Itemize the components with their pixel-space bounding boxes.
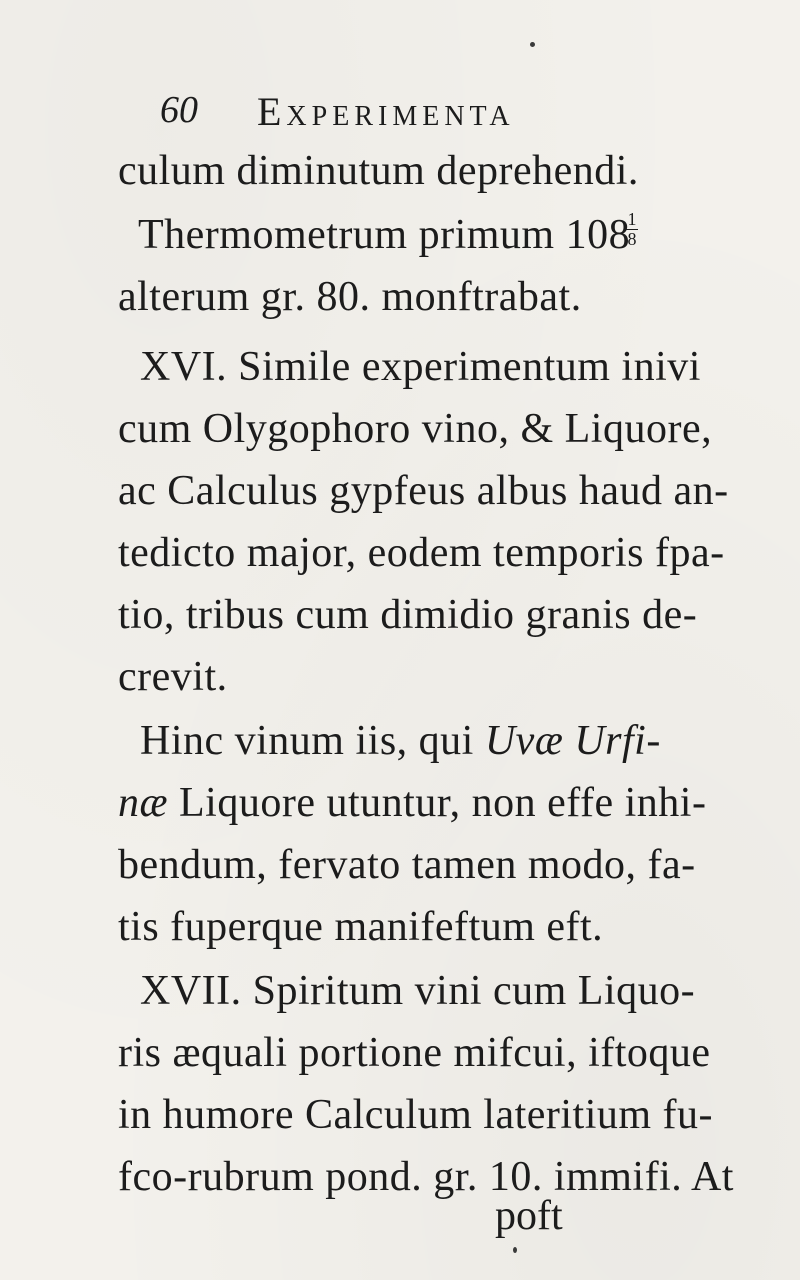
text-line: culum diminutum deprehendi. bbox=[118, 148, 639, 194]
text-line bbox=[118, 782, 706, 824]
text-line: in humore Calculum lateritium fu- bbox=[118, 1092, 714, 1138]
text-line: XVI. Simile experimentum inivi bbox=[140, 344, 701, 390]
fraction bbox=[626, 210, 638, 248]
text-line: Thermometrum primum 108 bbox=[138, 212, 631, 258]
text-line: crevit. bbox=[118, 654, 228, 700]
fraction-denominator: 8 bbox=[627, 229, 637, 249]
text-line: alterum gr. 80. monftrabat. bbox=[118, 274, 582, 320]
italic-term: Uvæ Urfi- bbox=[484, 718, 661, 764]
text-line: ac Calculus gypfeus albus haud an- bbox=[118, 468, 729, 514]
text-line: fco-rubrum pond. gr. 10. immifi. At bbox=[118, 1154, 734, 1200]
text-line: XVII. Spiritum vini cum Liquo- bbox=[140, 968, 696, 1014]
text-segment: Hinc vinum iis, qui bbox=[140, 718, 474, 764]
catchword: poft bbox=[495, 1193, 563, 1239]
page-number: 60 bbox=[160, 89, 198, 131]
fraction-numerator: 1 bbox=[627, 209, 637, 229]
text-line: tio, tribus cum dimidio granis de- bbox=[118, 592, 698, 638]
text-line: bendum, fervato tamen modo, fa- bbox=[118, 842, 696, 888]
page-header bbox=[160, 88, 660, 134]
text-line: cum Olygophoro vino, & Liquore, bbox=[118, 406, 713, 452]
running-head: Experimenta bbox=[257, 89, 515, 134]
text-line bbox=[140, 720, 661, 762]
text-segment: Liquore utuntur, non effe inhi- bbox=[179, 780, 707, 826]
italic-term: næ bbox=[118, 780, 169, 826]
ink-speck bbox=[530, 42, 535, 47]
text-line: ris æquali portione mifcui, iftoque bbox=[118, 1030, 711, 1076]
ink-speck bbox=[513, 1247, 517, 1253]
text-line: tedicto major, eodem temporis fpa- bbox=[118, 530, 725, 576]
text-line: tis fuperque manifeftum eft. bbox=[118, 904, 604, 950]
